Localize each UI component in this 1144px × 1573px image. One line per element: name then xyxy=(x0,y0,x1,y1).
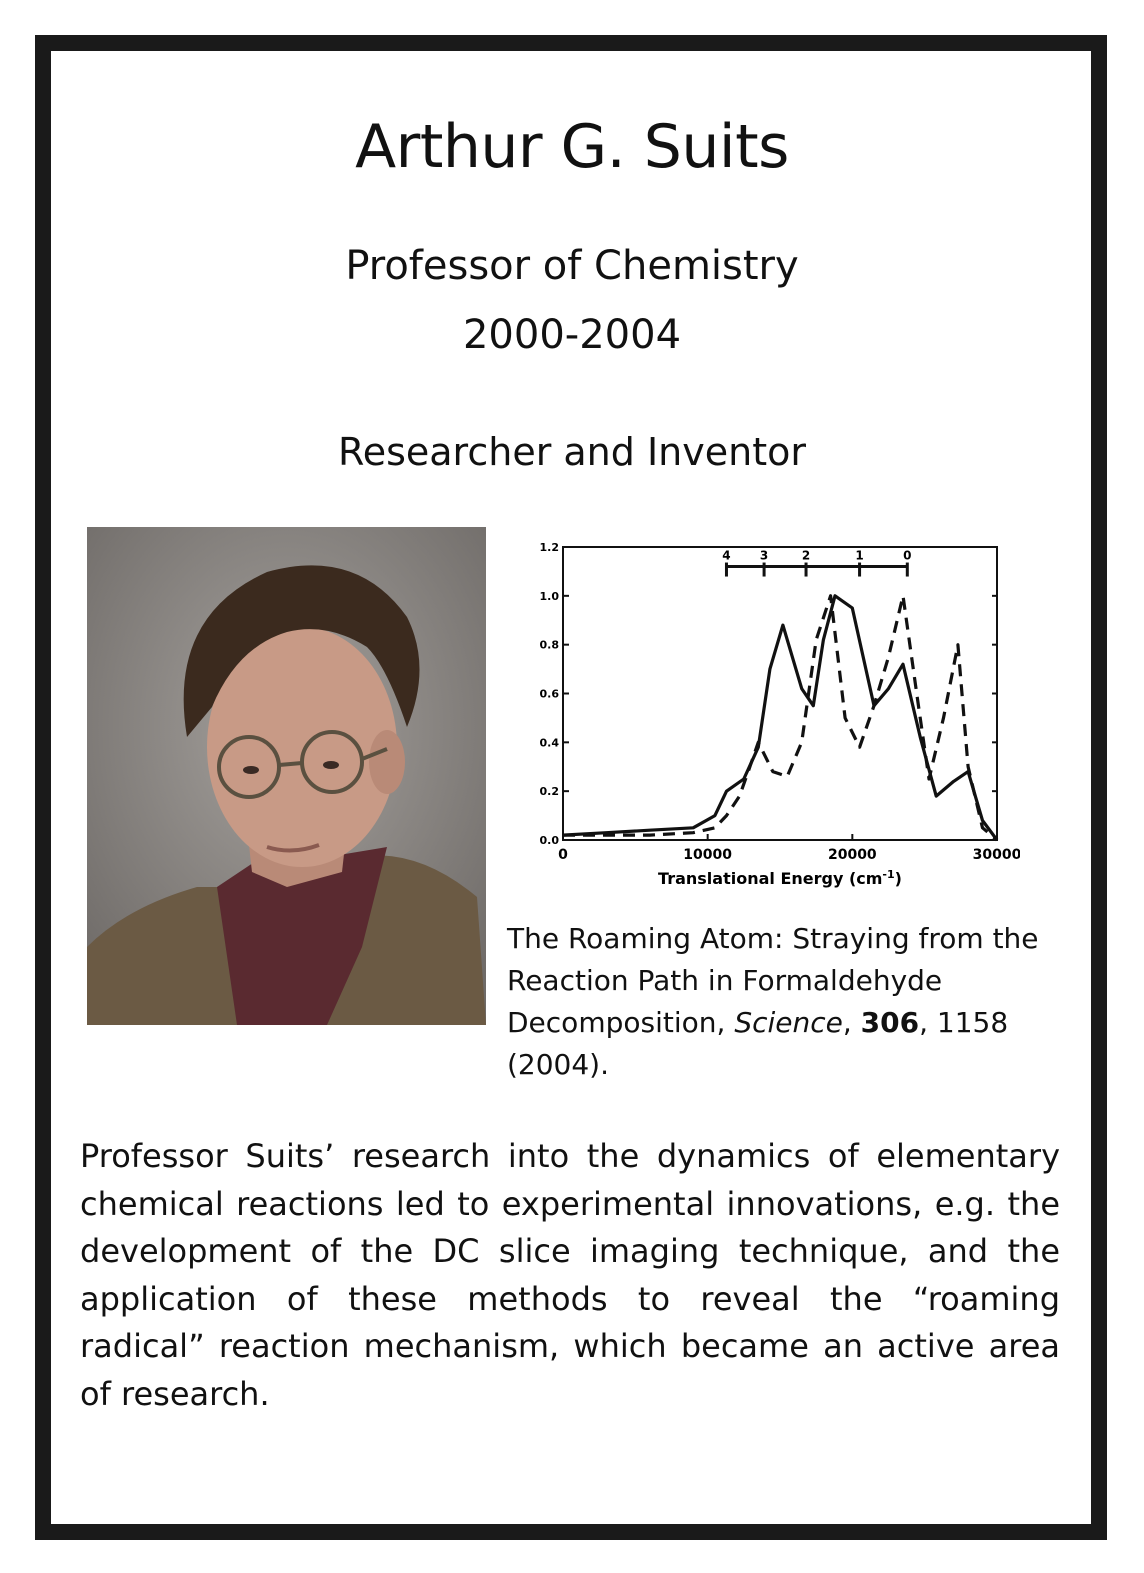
x-tick-label: 10000 xyxy=(683,847,733,863)
y-tick-label: 0.6 xyxy=(539,687,559,701)
role-subtitle: Researcher and Inventor xyxy=(338,430,806,474)
bio-line: radical” reaction mechanism, which became an active area xyxy=(80,1327,1060,1365)
y-tick-label: 0.2 xyxy=(539,785,559,799)
bio-line: development of the DC slice imaging technique, and the xyxy=(80,1232,1060,1270)
journal-name: Science xyxy=(734,1006,843,1039)
bio-line: Professor Suits’ research into the dynamics of elementary xyxy=(80,1137,1060,1175)
y-tick-label: 1.0 xyxy=(539,589,559,603)
biography-text xyxy=(80,1133,1060,1418)
comb-label: 1 xyxy=(855,548,864,563)
plot-frame xyxy=(563,547,997,840)
bio-line: application of these methods to reveal the “roaming xyxy=(80,1279,1060,1318)
solid-series-line xyxy=(563,596,997,840)
bio-line: chemical reactions led to experimental innovations, e.g. the xyxy=(80,1184,1060,1223)
comb-label: 2 xyxy=(801,548,811,563)
tenure-years: 2000-2004 xyxy=(462,312,682,358)
y-tick-label: 0.4 xyxy=(539,736,559,750)
x-tick-label: 20000 xyxy=(827,847,877,863)
y-tick-label: 0.8 xyxy=(539,638,559,652)
x-tick-label: 0 xyxy=(558,847,568,863)
energy-chart xyxy=(520,535,1020,905)
person-name: Arthur G. Suits xyxy=(355,112,789,182)
comb-label: 3 xyxy=(759,548,769,563)
comb-label: 0 xyxy=(903,548,912,563)
figure-caption: The Roaming Atom: Straying from the Reaction Path in Formaldehyde Decomposition, Science, 306, 1158 (2004). xyxy=(507,922,1039,1081)
x-tick-label: 30000 xyxy=(972,847,1020,863)
portrait-photo-icon xyxy=(87,527,486,1025)
y-tick-label: 0.0 xyxy=(539,834,559,847)
x-axis-label: Translational Energy $(cm^{-1})$ xyxy=(658,867,902,888)
bio-line: of research. xyxy=(80,1374,270,1413)
volume-number: 306 xyxy=(860,1006,920,1039)
comb-label: 4 xyxy=(722,548,731,563)
position-title: Professor of Chemistry xyxy=(345,243,799,289)
y-tick-label: 1.2 xyxy=(539,541,559,554)
